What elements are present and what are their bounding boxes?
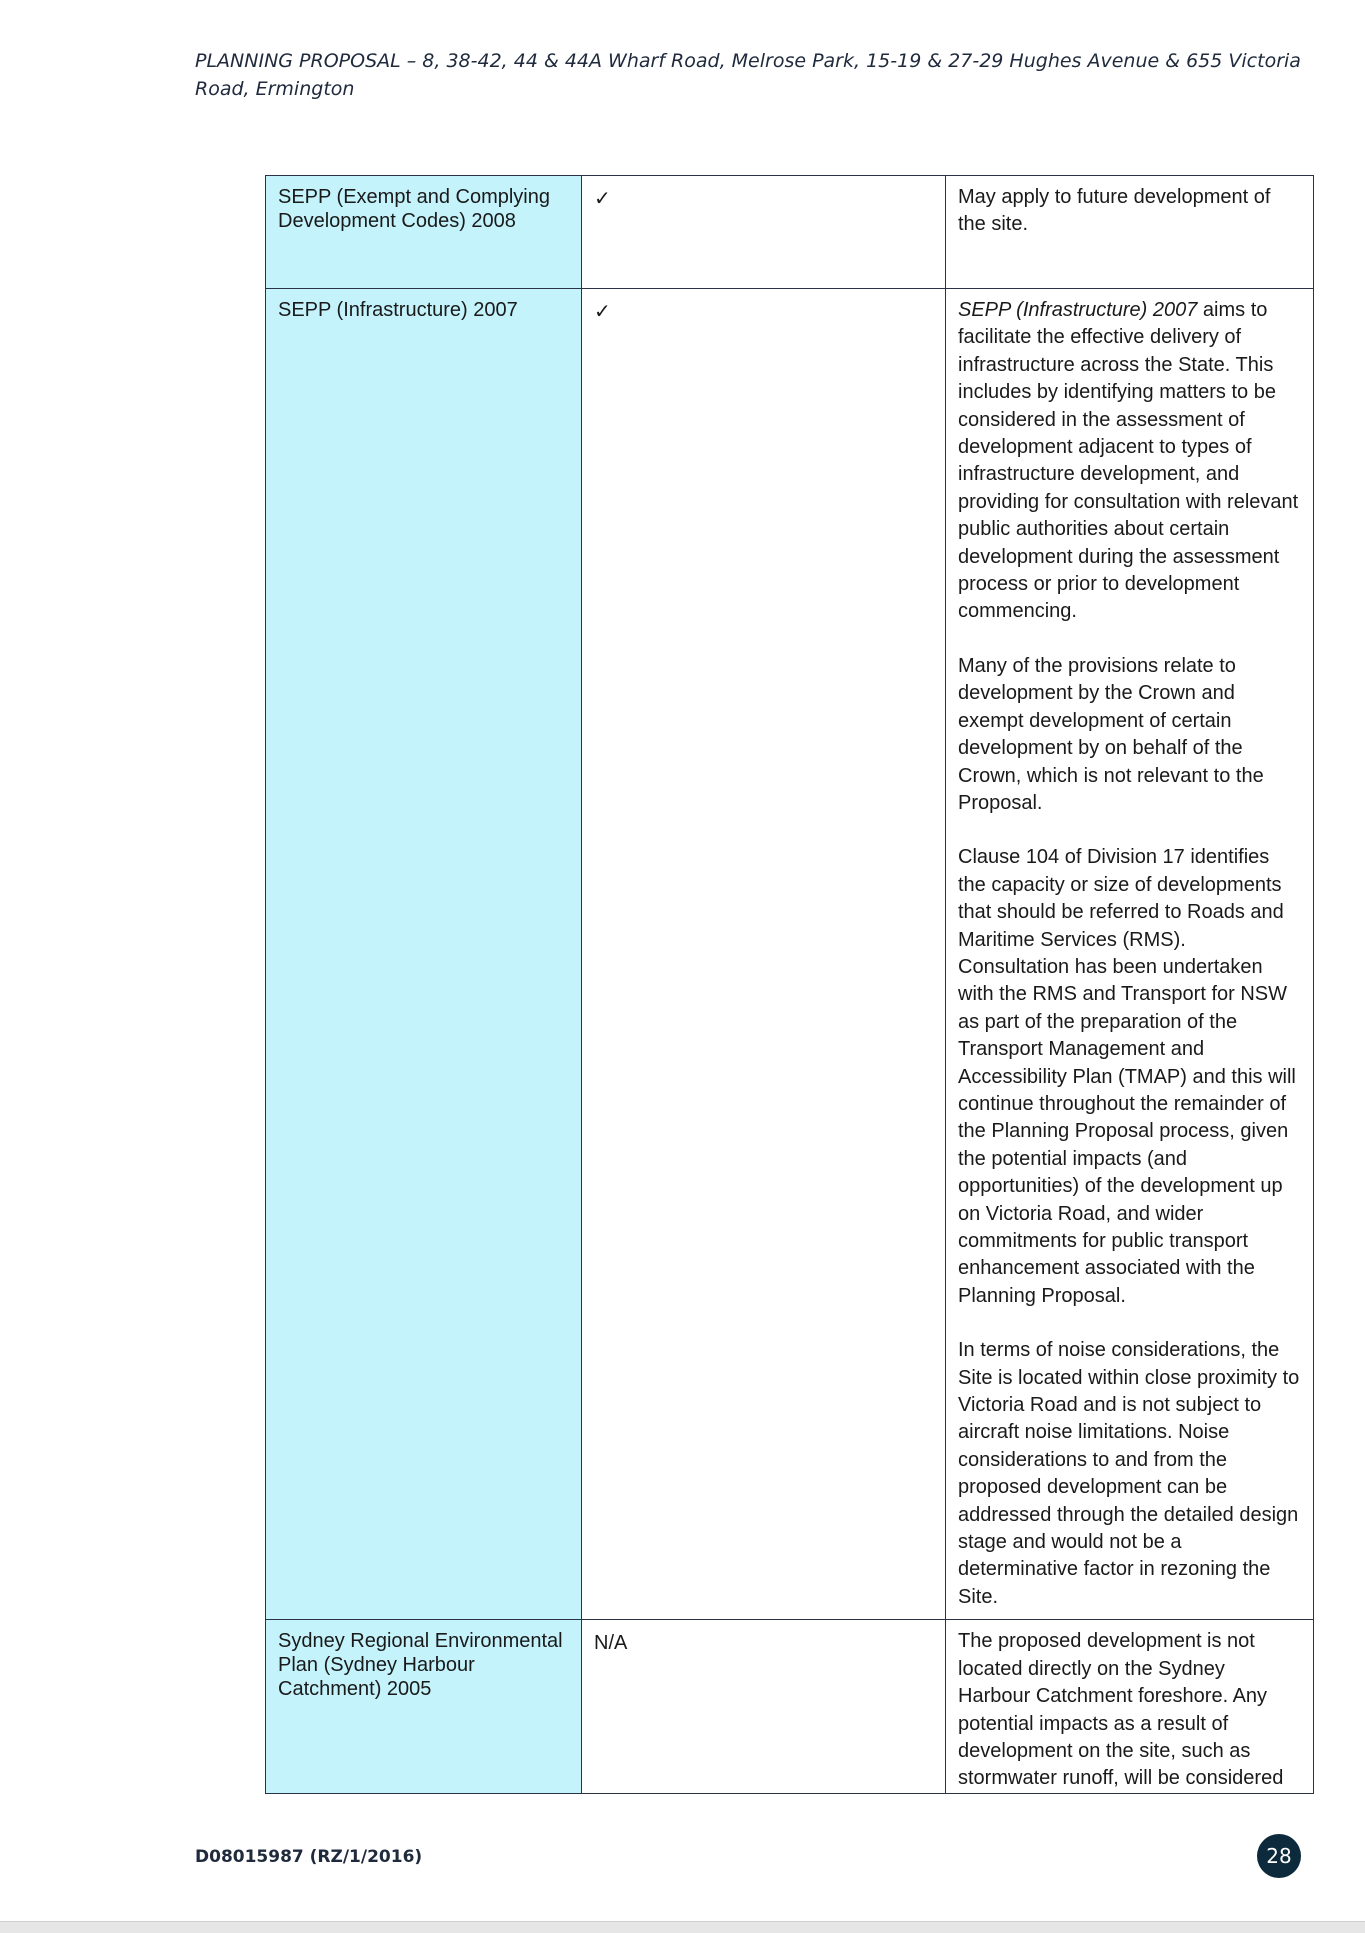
comment-paragraph [958,1337,1301,1611]
page-header: PLANNING PROPOSAL – 8, 38-42, 44 & 44A Wharf Road, Melrose Park, 15-19 & 27-29 Hughes Avenue & 655 Victoria Road, Ermington [195,50,1301,100]
comment-text: Clause 104 of Division 17 identifies the capacity or size of developments that should be referred to Roads and Maritime Services (RMS). Consultation has been undertaken with the RMS and Transport for NSW as part of the preparation of the Transport Management and Accessibility Plan (TMAP) and this will continue throughout the remainder of the Planning Proposal process, given the potential impacts (and opportunities) of the development up on Victoria Road, and wider commitments for public transport enhancement associated with the Planning Proposal. [958,846,1296,1307]
comment-paragraph [958,1628,1301,1792]
comment-text: aims to facilitate the effective delivery of infrastructure across the State. This includes by identifying matters to be considered in the assessment of development adjacent to types of infrastructure development, and providing for consultation with relevant public authorities about certain development during the assessment process or prior to development commencing. [958,299,1299,623]
comment-text: In terms of noise considerations, the Site is located within close proximity to Victoria Road and is not subject to aircraft noise limitations. Noise considerations to and from the proposed development can be addressed through the detailed design stage and would not be a determinative factor in rezoning the Site. [958,1339,1300,1608]
comment-text: The proposed development is not located directly on the Sydney Harbour Catchment foreshore. Any potential impacts as a result of development on the site, such as stormwater runoff, will be considered [958,1630,1284,1790]
instrument-cell: SEPP (Exempt and Complying Development Codes) 2008 [266,176,582,289]
comment-paragraph [958,653,1301,817]
comment-cell [946,1620,1314,1793]
comment-text: Many of the provisions relate to development by the Crown and exempt development of certain development by on behalf of the Crown, which is not relevant to the Proposal. [958,654,1264,814]
instrument-cell: SEPP (Infrastructure) 2007 [266,289,582,1620]
page-bottom-edge [0,1921,1365,1933]
comment-paragraph [958,297,1301,626]
comment-paragraph [958,184,1301,239]
comment-italic-lead: SEPP (Infrastructure) 2007 [958,299,1198,321]
comment-text: May apply to future development of the site. [958,186,1271,236]
check-mark: ✓ [582,176,946,289]
check-mark: ✓ [582,289,946,1620]
table-row [266,176,1314,289]
document-reference: D08015987 (RZ/1/2016) [195,1847,423,1867]
table-row [266,1620,1314,1793]
table-row [266,289,1314,1620]
comment-paragraph [958,844,1301,1310]
comment-cell [946,289,1314,1620]
sepp-consistency-table [265,175,1314,1794]
consistency-value: N/A [582,1620,946,1793]
instrument-cell: Sydney Regional Environmental Plan (Sydney Harbour Catchment) 2005 [266,1620,582,1793]
comment-cell [946,176,1314,289]
page-number-badge: 28 [1257,1834,1301,1878]
